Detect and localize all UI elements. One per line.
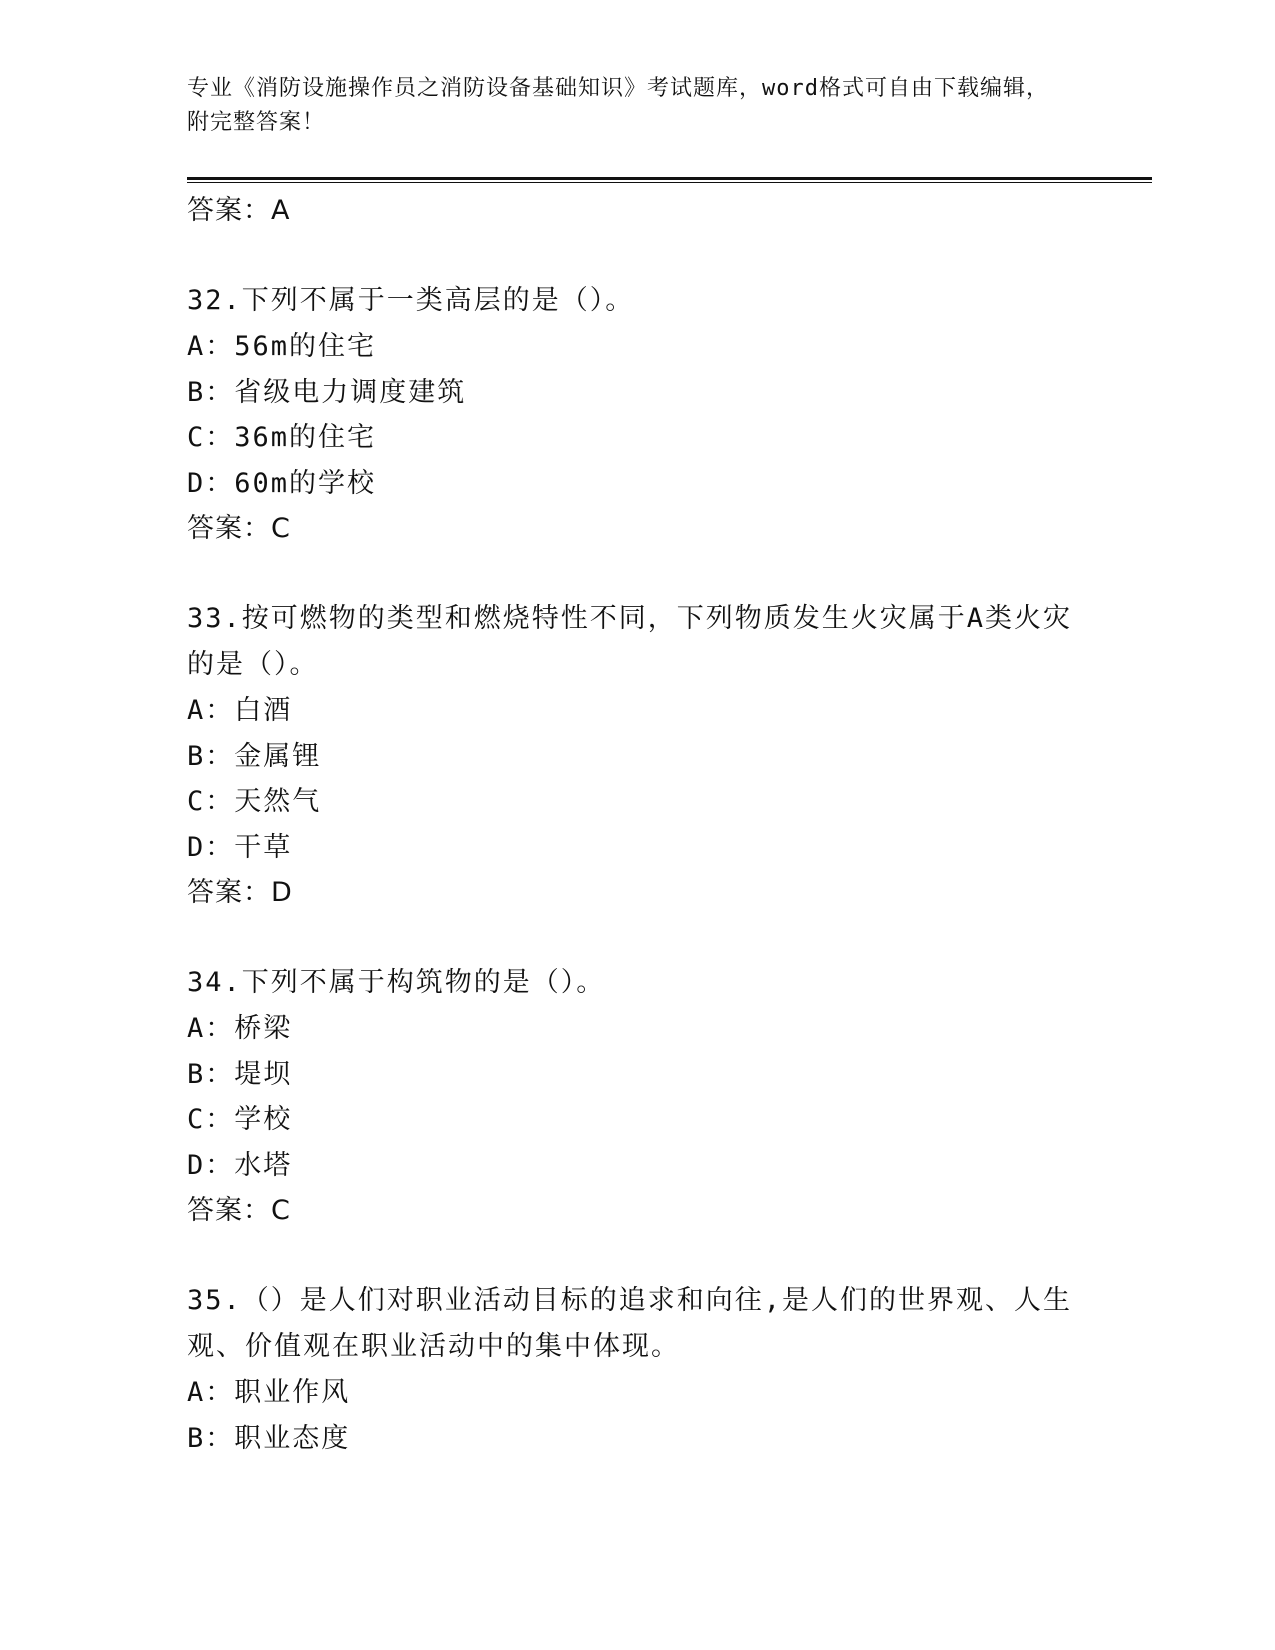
option-b: B：省级电力调度建筑 bbox=[187, 376, 467, 408]
question-block-34 bbox=[187, 960, 1087, 1234]
document-header: 专业《消防设施操作员之消防设备基础知识》考试题库，word格式可自由下载编辑，附完整答案！ bbox=[187, 76, 1049, 135]
answer-line: 答案：C bbox=[187, 1195, 291, 1226]
option-c: C：学校 bbox=[187, 1104, 293, 1135]
question-text: 33.按可燃物的类型和燃烧特性不同，下列物质发生火灾属于A类火灾的是（）。 bbox=[187, 603, 1073, 680]
option-a: A：白酒 bbox=[187, 695, 293, 726]
option-d: D：60m的学校 bbox=[187, 467, 377, 499]
option-b: B：金属锂 bbox=[187, 740, 322, 772]
option-d: D：水塔 bbox=[187, 1149, 293, 1181]
header-divider-thick bbox=[187, 177, 1152, 180]
option-b: B：堤坝 bbox=[187, 1058, 293, 1090]
question-text: 34.下列不属于构筑物的是（）。 bbox=[187, 967, 606, 998]
option-a: A：桥梁 bbox=[187, 1013, 293, 1044]
option-c: C：36m的住宅 bbox=[187, 422, 377, 453]
option-a: A：56m的住宅 bbox=[187, 331, 377, 362]
header-divider-thin bbox=[187, 182, 1152, 183]
question-text: 32.下列不属于一类高层的是（）。 bbox=[187, 285, 635, 316]
option-c: C：天然气 bbox=[187, 786, 322, 817]
option-a: A：职业作风 bbox=[187, 1377, 351, 1408]
option-b: B：职业态度 bbox=[187, 1422, 351, 1454]
option-d: D：干草 bbox=[187, 831, 293, 863]
question-block-35 bbox=[187, 1278, 1087, 1461]
question-list bbox=[187, 188, 1087, 1461]
question-text: 35.（）是人们对职业活动目标的追求和向往,是人们的世界观、人生观、价值观在职业活动中的集中体现。 bbox=[187, 1285, 1073, 1362]
question-block-32 bbox=[187, 278, 1087, 552]
answer-line: 答案：A bbox=[187, 195, 291, 226]
question-block-33 bbox=[187, 596, 1087, 916]
answer-line: 答案：C bbox=[187, 513, 291, 544]
answer-line: 答案：D bbox=[187, 877, 293, 908]
